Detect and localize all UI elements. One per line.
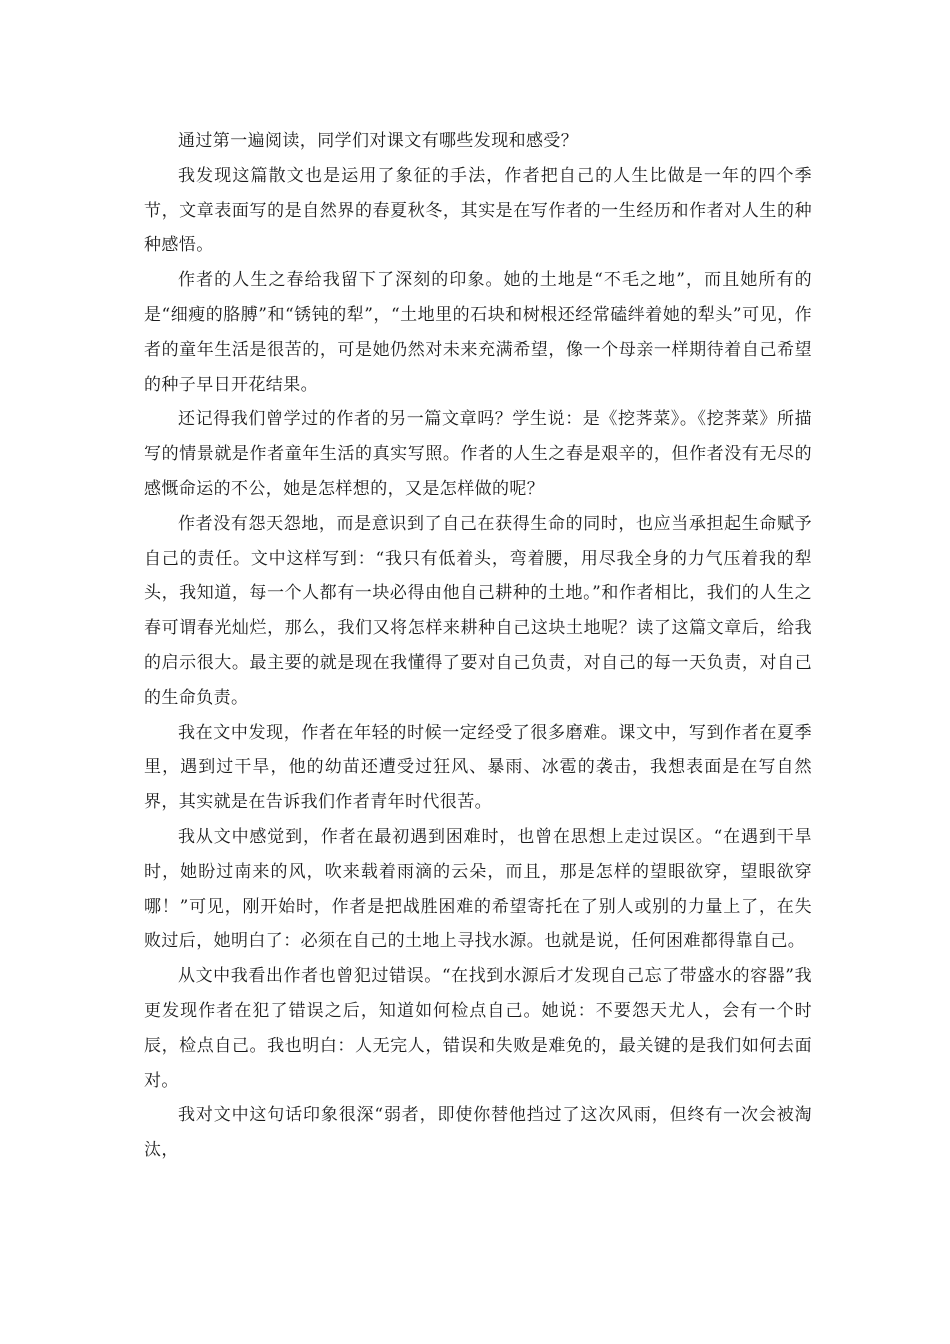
paragraph-spring-impression: 作者的人生之春给我留下了深刻的印象。她的土地是“不毛之地”，而且她所有的是“细瘦的胳膊”和“锈钝的犁”，“土地里的石块和树根还经常磕绊着她的犁头”可见，作者的童年生活是很苦的，可是她仍然对未来充满希望，像一个母亲一样期待着自己希望的种子早日开花结果。 <box>144 270 812 395</box>
paragraph-wajicai: 还记得我们曾学过的作者的另一篇文章吗？学生说：是《挖荠菜》。《挖荠菜》所描写的情景就是作者童年生活的真实写照。作者的人生之春是艰辛的，但作者没有无尽的感慨命运的不公，她是怎样想的，又是怎样做的呢？ <box>144 409 812 499</box>
document-body <box>144 124 812 1168</box>
paragraph-misconception: 我从文中感觉到，作者在最初遇到困难时，也曾在思想上走过误区。“在遇到干旱时，她盼过南来的风，吹来载着雨滴的云朵，而且，那是怎样的望眼欲穿，望眼欲穿哪！”可见，刚开始时，作者是把战胜困难的希望寄托在了别人或别的力量上了，在失败过后，她明白了：必须在自己的土地上寻找水源。也就是说，任何困难都得靠自己。 <box>144 826 812 952</box>
paragraph-symbolism: 我发现这篇散文也是运用了象征的手法，作者把自己的人生比做是一年的四个季节，文章表面写的是自然界的春夏秋冬，其实是在写作者的一生经历和作者对人生的种种感悟。 <box>144 165 812 256</box>
paragraph-mistakes: 从文中我看出作者也曾犯过错误。“在找到水源后才发现自己忘了带盛水的容器”我更发现作者在犯了错误之后，知道如何检点自己。她说：不要怨天尤人，会有一个时辰，检点自己。我也明白：人无完人，错误和失败是难免的，最关键的是我们如何去面对。 <box>144 966 812 1091</box>
paragraph-hardship: 我在文中发现，作者在年轻的时候一定经受了很多磨难。课文中，写到作者在夏季里，遇到过干旱，他的幼苗还遭受过狂风、暴雨、冰雹的袭击，我想表面是在写自然界，其实就是在告诉我们作者青年时代很苦。 <box>144 722 812 813</box>
paragraph-weak-quote: 我对文中这句话印象很深“弱者，即使你替他挡过了这次风雨，但终有一次会被淘汰， <box>144 1105 812 1161</box>
paragraph-question: 通过第一遍阅读，同学们对课文有哪些发现和感受？ <box>178 131 579 151</box>
paragraph-responsibility: 作者没有怨天怨地，而是意识到了自己在获得生命的同时，也应当承担起生命赋予自己的责任。文中这样写到：“我只有低着头，弯着腰，用尽我全身的力气压着我的犁头，我知道，每一个人都有一块必得由他自己耕种的土地。”和作者相比，我们的人生之春可谓春光灿烂，那么，我们又将怎样来耕种自己这块土地呢？读了这篇文章后，给我的启示很大。最主要的就是现在我懂得了要对自己负责，对自己的每一天负责，对自己的生命负责。 <box>144 513 812 708</box>
